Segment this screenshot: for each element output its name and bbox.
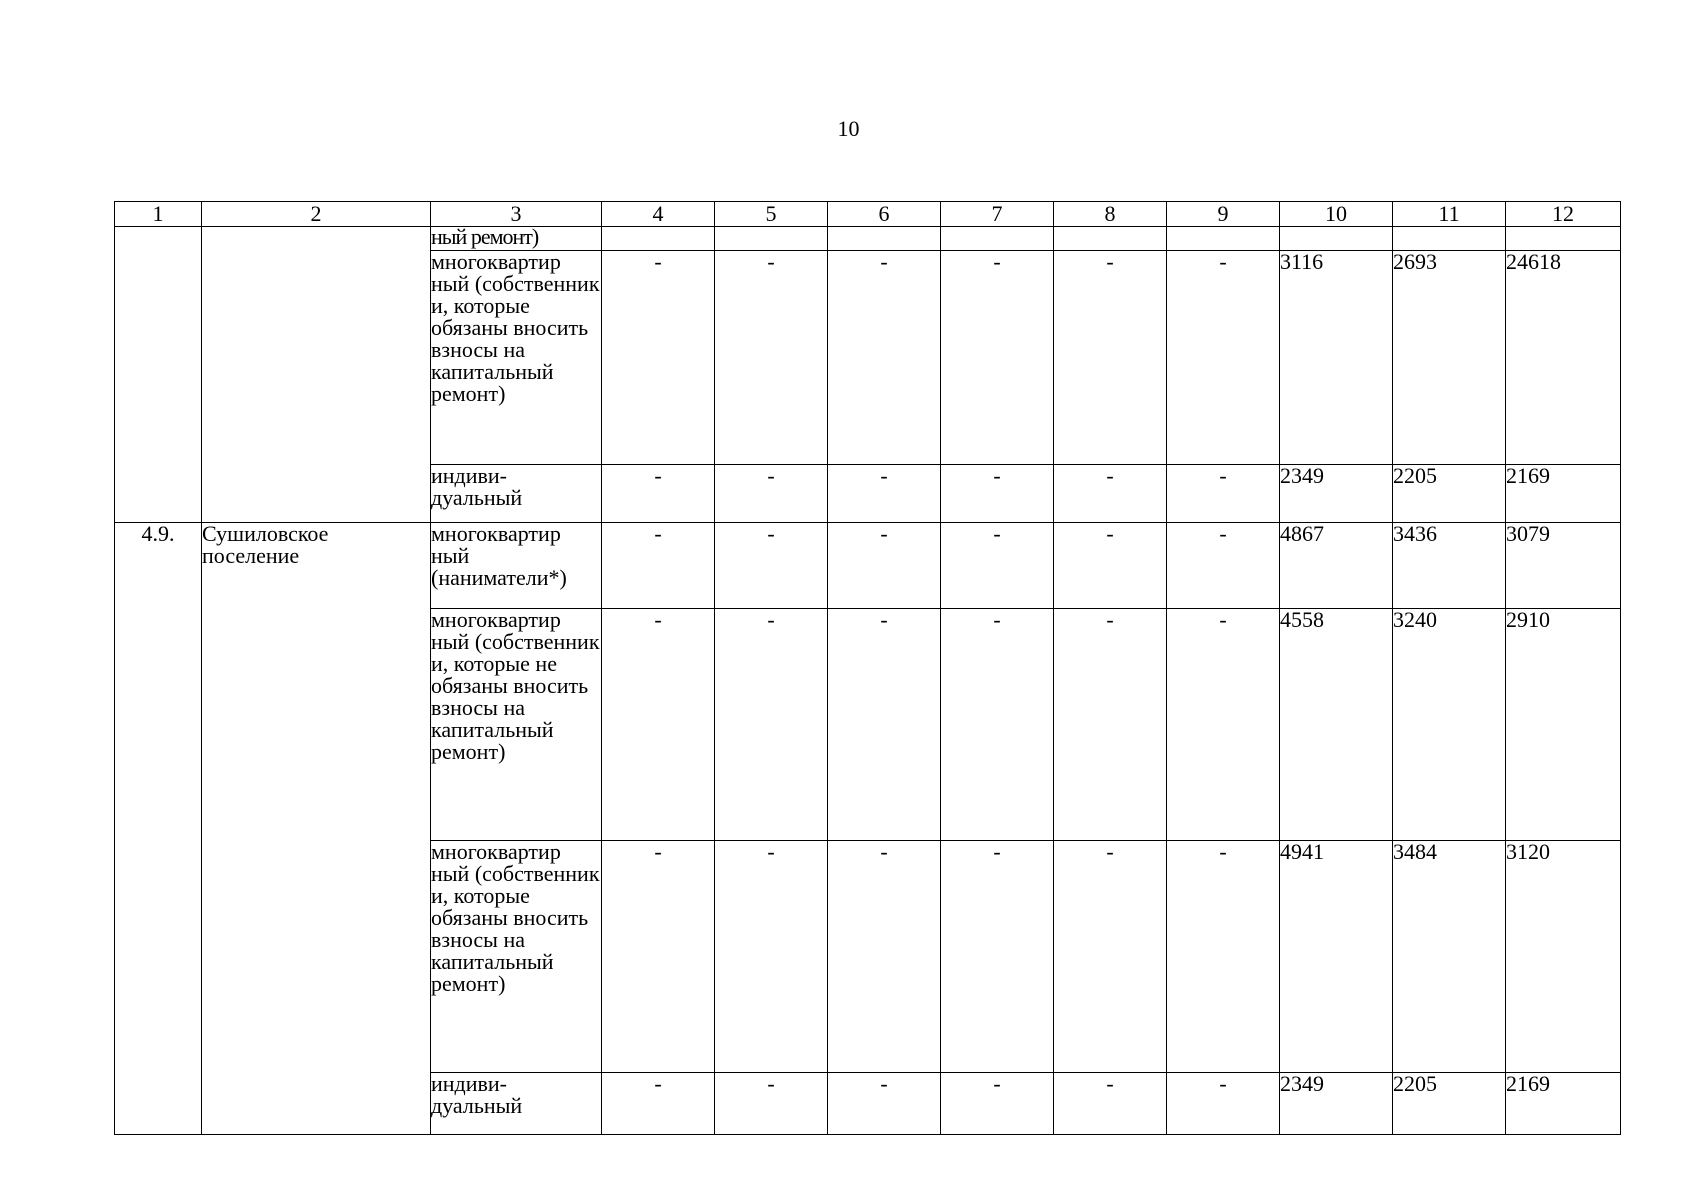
value-cell: - xyxy=(941,1073,1054,1135)
value-cell: - xyxy=(828,1073,941,1135)
value-cell: - xyxy=(828,523,941,609)
housing-type-cell: индиви- дуальный xyxy=(431,1073,602,1135)
value-cell: - xyxy=(1167,1073,1280,1135)
value-cell: - xyxy=(602,523,715,609)
value-cell: - xyxy=(1054,1073,1167,1135)
table-row xyxy=(115,227,1621,251)
column-header: 10 xyxy=(1280,202,1393,227)
settlement-name: Сушиловское поселение xyxy=(202,523,431,1135)
value-cell: - xyxy=(1167,841,1280,1073)
housing-type-cell: ный ремонт) xyxy=(431,227,602,251)
housing-type-cell: индиви- дуальный xyxy=(431,465,602,523)
settlement-cell-empty xyxy=(202,227,431,523)
column-header: 8 xyxy=(1054,202,1167,227)
empty-cell xyxy=(1054,227,1167,251)
value-cell: - xyxy=(941,841,1054,1073)
column-header: 12 xyxy=(1506,202,1621,227)
value-cell: 3436 xyxy=(1393,523,1506,609)
value-cell: - xyxy=(715,609,828,841)
column-header: 3 xyxy=(431,202,602,227)
empty-cell xyxy=(1167,227,1280,251)
value-cell: - xyxy=(1167,609,1280,841)
value-cell: 2693 xyxy=(1393,251,1506,465)
column-header: 7 xyxy=(941,202,1054,227)
value-cell: - xyxy=(828,465,941,523)
empty-cell xyxy=(1506,227,1621,251)
value-cell: - xyxy=(1054,523,1167,609)
housing-type-cell: многоквартир ный (собственник и, которые обязаны вносить взносы на капитальный ремонт) xyxy=(431,251,602,465)
value-cell: - xyxy=(941,465,1054,523)
column-header: 11 xyxy=(1393,202,1506,227)
value-cell: 3120 xyxy=(1506,841,1621,1073)
value-cell: - xyxy=(715,465,828,523)
value-cell: - xyxy=(715,251,828,465)
value-cell: 3116 xyxy=(1280,251,1393,465)
value-cell: 4558 xyxy=(1280,609,1393,841)
empty-cell xyxy=(941,227,1054,251)
value-cell: - xyxy=(602,1073,715,1135)
empty-cell xyxy=(1393,227,1506,251)
value-cell: 3484 xyxy=(1393,841,1506,1073)
value-cell: - xyxy=(715,523,828,609)
value-cell: - xyxy=(602,465,715,523)
value-cell: 2205 xyxy=(1393,465,1506,523)
page-number: 10 xyxy=(837,116,860,141)
value-cell: 2349 xyxy=(1280,1073,1393,1135)
empty-cell xyxy=(828,227,941,251)
value-cell: - xyxy=(1054,841,1167,1073)
empty-cell xyxy=(1280,227,1393,251)
table-row xyxy=(115,523,1621,609)
value-cell: - xyxy=(715,841,828,1073)
value-cell: 2169 xyxy=(1506,465,1621,523)
value-cell: 2910 xyxy=(1506,609,1621,841)
value-cell: 2205 xyxy=(1393,1073,1506,1135)
value-cell: 2349 xyxy=(1280,465,1393,523)
value-cell: - xyxy=(828,609,941,841)
column-header: 1 xyxy=(115,202,202,227)
housing-type-cell: многоквартир ный (собственник и, которые не обязаны вносить взносы на капитальный ремонт) xyxy=(431,609,602,841)
column-header: 5 xyxy=(715,202,828,227)
value-cell: - xyxy=(1167,465,1280,523)
value-cell: 3240 xyxy=(1393,609,1506,841)
column-header: 4 xyxy=(602,202,715,227)
value-cell: - xyxy=(1054,251,1167,465)
column-header: 9 xyxy=(1167,202,1280,227)
value-cell: 3079 xyxy=(1506,523,1621,609)
value-cell: 4941 xyxy=(1280,841,1393,1073)
value-cell: - xyxy=(828,841,941,1073)
tariff-table xyxy=(114,201,1621,1135)
value-cell: - xyxy=(1167,523,1280,609)
value-cell: - xyxy=(602,841,715,1073)
housing-type-cell: многоквартир ный (собственник и, которые обязаны вносить взносы на капитальный ремонт) xyxy=(431,841,602,1073)
value-cell: 4867 xyxy=(1280,523,1393,609)
value-cell: - xyxy=(602,251,715,465)
value-cell: - xyxy=(1054,465,1167,523)
value-cell: - xyxy=(1167,251,1280,465)
value-cell: - xyxy=(941,523,1054,609)
column-header: 6 xyxy=(828,202,941,227)
value-cell: - xyxy=(715,1073,828,1135)
housing-type-cell: многоквартир ный (наниматели*) xyxy=(431,523,602,609)
value-cell: 24618 xyxy=(1506,251,1621,465)
number-cell-empty xyxy=(115,227,202,523)
table-header-row xyxy=(115,202,1621,227)
section-number: 4.9. xyxy=(115,523,202,1135)
value-cell: - xyxy=(1054,609,1167,841)
value-cell: - xyxy=(941,251,1054,465)
column-header: 2 xyxy=(202,202,431,227)
value-cell: 2169 xyxy=(1506,1073,1621,1135)
value-cell: - xyxy=(602,609,715,841)
empty-cell xyxy=(715,227,828,251)
value-cell: - xyxy=(828,251,941,465)
value-cell: - xyxy=(941,609,1054,841)
empty-cell xyxy=(602,227,715,251)
